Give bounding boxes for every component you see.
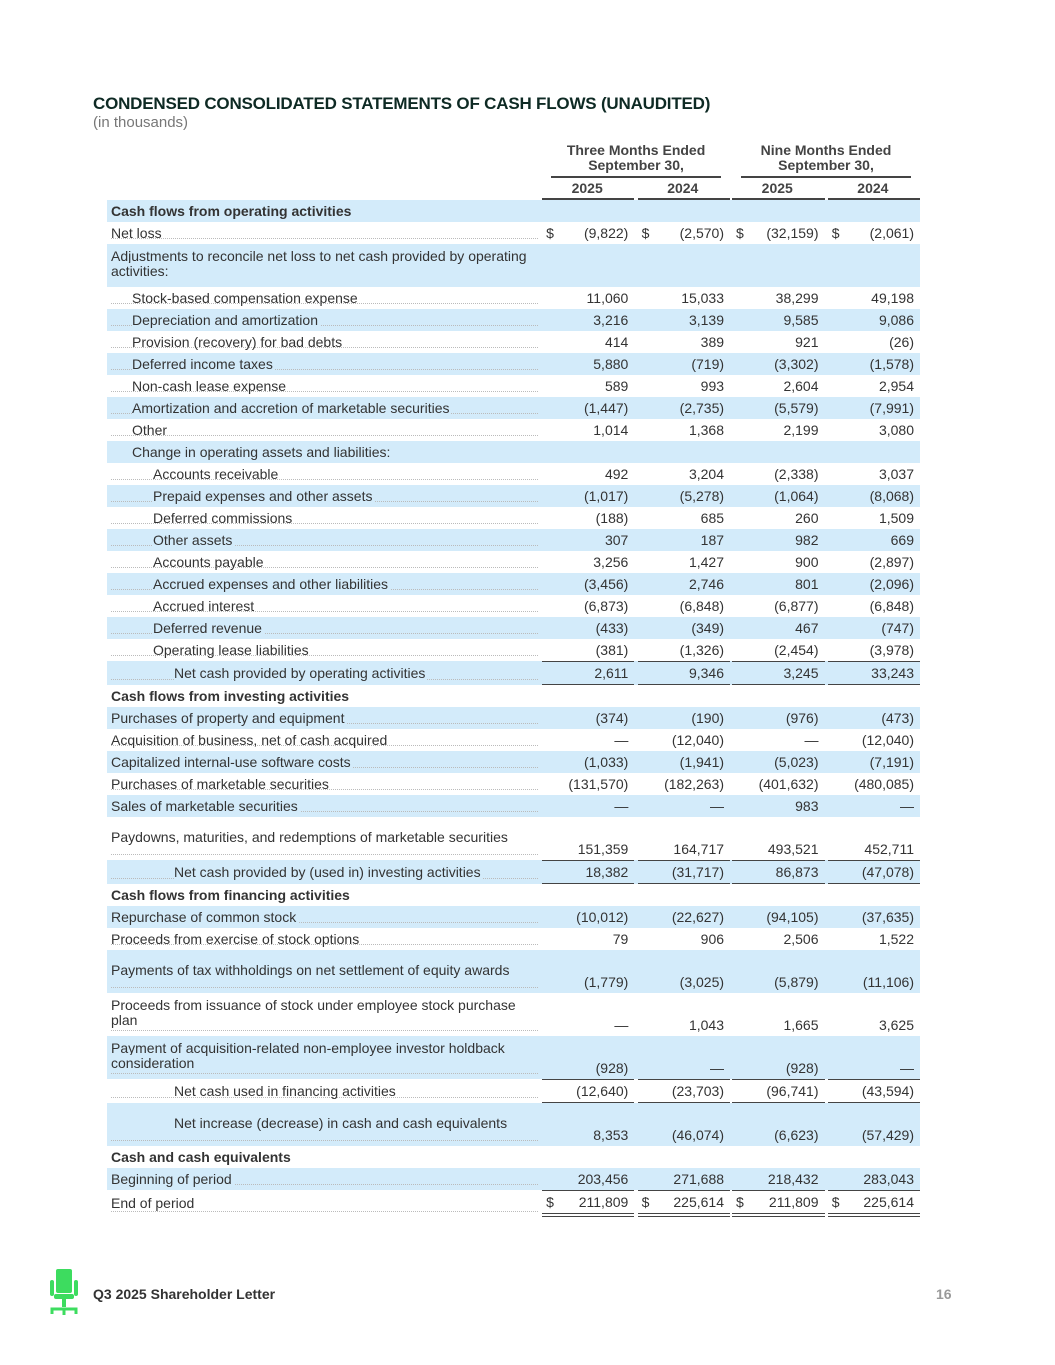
value-cell: 2,604 xyxy=(783,377,819,394)
value-cell: 307 xyxy=(542,529,634,551)
value-cell: (2,735) xyxy=(638,397,730,419)
value-cell: (928) xyxy=(542,1036,634,1079)
table-row xyxy=(107,817,920,860)
row-label: Accounts payable xyxy=(153,553,264,570)
row-label: Sales of marketable securities xyxy=(111,797,298,814)
value-cell: 218,432 xyxy=(732,1168,825,1190)
table-row xyxy=(107,375,920,397)
value-cell: 3,037 xyxy=(878,465,914,482)
value-cell: 86,873 xyxy=(732,860,825,884)
row-label: Net increase (decrease) in cash and cash equivalents xyxy=(174,1114,508,1131)
table-row xyxy=(107,729,920,751)
value-cell: (47,078) xyxy=(828,860,920,884)
row-label: Proceeds from issuance of stock under employee stock purchase plan xyxy=(111,997,516,1028)
value-cell: 3,245 xyxy=(732,661,825,685)
table-row xyxy=(107,573,920,595)
value-cell xyxy=(828,685,920,707)
row-label: Provision (recovery) for bad debts xyxy=(132,333,343,350)
value-cell: 2,506 xyxy=(783,930,819,947)
value-cell: 1,043 xyxy=(688,1017,725,1033)
value-cell: (747) xyxy=(828,617,920,639)
header-nine-months: Nine Months Ended September 30, xyxy=(732,143,920,178)
value-cell: (1,578) xyxy=(828,353,920,375)
row-label: Paydowns, maturities, and redemptions of marketable securities xyxy=(111,828,508,845)
value-cell: 1,665 xyxy=(783,1017,819,1033)
value-cell: (3,302) xyxy=(732,353,825,375)
row-label: Depreciation and amortization xyxy=(132,311,318,328)
value-cell: 3,139 xyxy=(638,309,730,331)
value-cell: — xyxy=(614,1017,629,1033)
value-cell: 1,427 xyxy=(688,553,725,570)
value-cell: 2,199 xyxy=(783,421,819,438)
cash-flow-table xyxy=(107,143,920,1217)
footer-title: Q3 2025 Shareholder Letter xyxy=(93,1286,276,1302)
value-cell: (2,096) xyxy=(828,573,920,595)
row-label: Accrued expenses and other liabilities xyxy=(153,575,389,592)
value-cell: (12,640) xyxy=(542,1079,634,1103)
table-row xyxy=(107,353,920,375)
value-cell: (188) xyxy=(595,509,629,526)
value-cell: (182,263) xyxy=(664,775,725,792)
value-cell: 492 xyxy=(604,465,629,482)
value-cell: 1,368 xyxy=(688,421,725,438)
value-cell: (94,105) xyxy=(732,906,825,928)
table-row xyxy=(107,661,920,685)
value-cell: $ 225,614 xyxy=(828,1190,920,1217)
row-label: Net cash provided by operating activities xyxy=(174,664,426,681)
table-row xyxy=(107,795,920,817)
header-three-months: Three Months Ended September 30, xyxy=(542,143,730,178)
row-label: Beginning of period xyxy=(111,1170,232,1187)
value-cell xyxy=(638,884,730,906)
value-cell: 2,954 xyxy=(878,377,914,394)
table-row xyxy=(107,1190,920,1217)
value-cell: (7,191) xyxy=(828,751,920,773)
table-row xyxy=(107,1036,920,1079)
value-cell: 993 xyxy=(700,377,725,394)
value-cell: 203,456 xyxy=(542,1168,634,1190)
table-row xyxy=(107,751,920,773)
value-cell: — xyxy=(828,1036,920,1079)
value-cell: 1,509 xyxy=(878,509,914,526)
row-label: Deferred income taxes xyxy=(132,355,273,372)
value-cell: — xyxy=(638,795,730,817)
value-cell xyxy=(542,884,634,906)
table-row xyxy=(107,419,920,441)
row-label: Net loss xyxy=(111,224,162,241)
row-label: Acquisition of business, net of cash acquired xyxy=(111,731,388,748)
value-cell: (3,456) xyxy=(542,573,634,595)
value-cell: (37,635) xyxy=(828,906,920,928)
value-cell: (433) xyxy=(542,617,634,639)
value-cell xyxy=(542,685,634,707)
value-cell: 906 xyxy=(700,930,725,947)
value-cell: (381) xyxy=(595,641,629,658)
value-cell: (349) xyxy=(638,617,730,639)
value-cell: (96,741) xyxy=(732,1079,825,1103)
row-label: Non-cash lease expense xyxy=(132,377,287,394)
value-cell xyxy=(542,200,634,222)
value-cell: (8,068) xyxy=(828,485,920,507)
table-row xyxy=(107,551,920,573)
value-cell: (5,579) xyxy=(732,397,825,419)
value-cell: — xyxy=(638,1036,730,1079)
value-cell: 389 xyxy=(700,333,725,350)
table-row xyxy=(107,773,920,795)
value-cell: 3,216 xyxy=(542,309,634,331)
value-cell: (374) xyxy=(542,707,634,729)
value-cell: (26) xyxy=(889,333,914,350)
value-cell: (131,570) xyxy=(568,775,629,792)
value-cell: 283,043 xyxy=(828,1168,920,1190)
table-row xyxy=(107,1103,920,1146)
value-cell xyxy=(732,200,825,222)
value-cell xyxy=(828,441,920,463)
table-row xyxy=(107,617,920,639)
row-label: Operating lease liabilities xyxy=(153,641,309,658)
value-cell: 2,611 xyxy=(542,661,634,685)
value-cell: (1,941) xyxy=(638,751,730,773)
value-cell xyxy=(828,884,920,906)
value-cell: 685 xyxy=(700,509,725,526)
table-row xyxy=(107,1079,920,1103)
row-label: Net cash provided by (used in) investing activities xyxy=(174,863,481,880)
value-cell: (46,074) xyxy=(638,1103,730,1146)
value-cell: (401,632) xyxy=(758,775,819,792)
value-cell: 1,522 xyxy=(878,930,914,947)
table-row xyxy=(107,884,920,906)
value-cell: (5,879) xyxy=(732,950,825,993)
value-cell xyxy=(732,884,825,906)
value-cell: (6,623) xyxy=(732,1103,825,1146)
value-cell: $ 211,809 xyxy=(732,1190,825,1217)
value-cell xyxy=(828,200,920,222)
value-cell: 15,033 xyxy=(681,289,725,306)
value-cell: (3,025) xyxy=(638,950,730,993)
value-cell xyxy=(638,1146,730,1168)
value-cell: 921 xyxy=(795,333,819,350)
value-cell: 164,717 xyxy=(673,841,725,857)
row-label: Accrued interest xyxy=(153,597,255,614)
value-cell: (57,429) xyxy=(828,1103,920,1146)
table-row xyxy=(107,222,920,244)
year-header: 2024 xyxy=(828,178,920,200)
statement-title: CONDENSED CONSOLIDATED STATEMENTS OF CASH FLOWS (UNAUDITED) xyxy=(93,94,711,113)
row-label: Purchases of property and equipment xyxy=(111,709,345,726)
value-cell xyxy=(732,244,825,287)
value-cell: (1,064) xyxy=(732,485,825,507)
value-cell: 2,746 xyxy=(638,573,730,595)
value-cell: 38,299 xyxy=(775,289,819,306)
value-cell: $ 211,809 xyxy=(542,1190,634,1217)
chair-logo-icon xyxy=(48,1268,80,1318)
table-row xyxy=(107,485,920,507)
value-cell: (6,848) xyxy=(869,597,914,614)
value-cell: (928) xyxy=(732,1036,825,1079)
row-label: Accounts receivable xyxy=(153,465,279,482)
value-cell: (5,278) xyxy=(638,485,730,507)
value-cell xyxy=(828,1146,920,1168)
row-label: Repurchase of common stock xyxy=(111,908,297,925)
value-cell: (6,848) xyxy=(679,597,725,614)
row-label: Payment of acquisition-related non-employee investor holdback consideration xyxy=(111,1040,505,1071)
row-label: Net cash used in financing activities xyxy=(174,1082,396,1099)
value-cell: 18,382 xyxy=(542,860,634,884)
value-cell: (1,447) xyxy=(542,397,634,419)
value-cell: (5,023) xyxy=(732,751,825,773)
value-cell: (12,040) xyxy=(861,731,914,748)
value-cell: (473) xyxy=(828,707,920,729)
value-cell: 589 xyxy=(604,377,629,394)
year-header: 2024 xyxy=(638,178,730,200)
table-row xyxy=(107,463,920,485)
table-row xyxy=(107,529,920,551)
row-label: Capitalized internal-use software costs xyxy=(111,753,351,770)
year-header: 2025 xyxy=(732,178,825,200)
value-cell: (22,627) xyxy=(638,906,730,928)
value-cell: — xyxy=(542,795,634,817)
table-row xyxy=(107,860,920,884)
table-row xyxy=(107,287,920,309)
value-cell: (6,873) xyxy=(583,597,629,614)
statement-subtitle: (in thousands) xyxy=(93,114,189,131)
value-cell: 49,198 xyxy=(871,289,914,306)
value-cell xyxy=(638,685,730,707)
row-label: Proceeds from exercise of stock options xyxy=(111,930,360,947)
value-cell: 8,353 xyxy=(542,1103,634,1146)
year-header: 2025 xyxy=(542,178,634,200)
value-cell: (10,012) xyxy=(542,906,634,928)
table-row xyxy=(107,595,920,617)
table-row xyxy=(107,906,920,928)
row-label: Purchases of marketable securities xyxy=(111,775,329,792)
value-cell: 3,204 xyxy=(688,465,725,482)
table-row xyxy=(107,685,920,707)
value-cell xyxy=(638,200,730,222)
value-cell: (719) xyxy=(638,353,730,375)
value-cell xyxy=(638,441,730,463)
value-cell: (3,978) xyxy=(869,641,914,658)
value-cell: (1,779) xyxy=(542,950,634,993)
value-cell: $ (2,570) xyxy=(641,224,725,241)
table-row xyxy=(107,397,920,419)
value-cell: 900 xyxy=(795,553,819,570)
table-row xyxy=(107,707,920,729)
value-cell: 801 xyxy=(732,573,825,595)
value-cell: (6,877) xyxy=(774,597,819,614)
value-cell: (976) xyxy=(732,707,825,729)
value-cell: 3,625 xyxy=(878,1017,914,1033)
value-cell: (1,017) xyxy=(542,485,634,507)
value-cell: (480,085) xyxy=(854,775,914,792)
value-cell: (190) xyxy=(638,707,730,729)
value-cell xyxy=(732,685,825,707)
value-cell xyxy=(638,244,730,287)
row-label: Other xyxy=(132,421,168,438)
value-cell: 9,086 xyxy=(828,309,920,331)
value-cell: (2,338) xyxy=(774,465,819,482)
row-label: Adjustments to reconcile net loss to net cash provided by operating activities: xyxy=(111,248,527,279)
row-label: Cash flows from financing activities xyxy=(111,886,350,903)
value-cell: (1,033) xyxy=(542,751,634,773)
table-row xyxy=(107,244,920,287)
value-cell: 9,346 xyxy=(638,661,730,685)
value-cell: (11,106) xyxy=(828,950,920,993)
value-cell: (2,454) xyxy=(774,641,819,658)
value-cell: $ (32,159) xyxy=(736,224,819,241)
page-number: 16 xyxy=(936,1286,952,1302)
table-row xyxy=(107,928,920,950)
value-cell: $ 225,614 xyxy=(638,1190,730,1217)
table-row xyxy=(107,507,920,529)
value-cell: — xyxy=(614,731,629,748)
table-row xyxy=(107,441,920,463)
value-cell: 271,688 xyxy=(638,1168,730,1190)
row-label: Deferred commissions xyxy=(153,509,293,526)
value-cell: 5,880 xyxy=(542,353,634,375)
table-row xyxy=(107,1168,920,1190)
row-label: Deferred revenue xyxy=(153,619,262,636)
value-cell: 11,060 xyxy=(586,289,629,306)
value-cell: (12,040) xyxy=(671,731,725,748)
value-cell: 3,080 xyxy=(878,421,914,438)
table-row xyxy=(107,1146,920,1168)
value-cell: 260 xyxy=(795,509,819,526)
table-row xyxy=(107,200,920,222)
value-cell: (23,703) xyxy=(638,1079,730,1103)
value-cell: (43,594) xyxy=(828,1079,920,1103)
value-cell xyxy=(732,1146,825,1168)
value-cell: 79 xyxy=(612,930,629,947)
value-cell: 982 xyxy=(732,529,825,551)
row-label: Cash flows from investing activities xyxy=(111,687,350,704)
value-cell xyxy=(542,244,634,287)
row-label: Prepaid expenses and other assets xyxy=(153,487,373,504)
row-label: Other assets xyxy=(153,531,233,548)
value-cell: 9,585 xyxy=(732,309,825,331)
value-cell: — xyxy=(828,795,920,817)
value-cell: 452,711 xyxy=(864,841,914,857)
value-cell xyxy=(828,244,920,287)
value-cell: 187 xyxy=(638,529,730,551)
value-cell: 983 xyxy=(732,795,825,817)
value-cell: 669 xyxy=(828,529,920,551)
table-row xyxy=(107,993,920,1036)
value-cell xyxy=(542,441,634,463)
table-row xyxy=(107,331,920,353)
value-cell: 3,256 xyxy=(593,553,629,570)
value-cell: 33,243 xyxy=(828,661,920,685)
value-cell: (7,991) xyxy=(828,397,920,419)
value-cell: (1,326) xyxy=(679,641,725,658)
table-row xyxy=(107,309,920,331)
value-cell: $ (2,061) xyxy=(831,224,914,241)
value-cell: 414 xyxy=(604,333,629,350)
value-cell: (2,897) xyxy=(869,553,914,570)
value-cell: 151,359 xyxy=(577,841,629,857)
value-cell: 1,014 xyxy=(593,421,629,438)
row-label: Amortization and accretion of marketable securities xyxy=(132,399,450,416)
table-row xyxy=(107,950,920,993)
value-cell xyxy=(542,1146,634,1168)
row-label: Cash flows from operating activities xyxy=(111,202,352,219)
value-cell xyxy=(732,441,825,463)
row-label: Cash and cash equivalents xyxy=(111,1148,291,1165)
value-cell: 467 xyxy=(732,617,825,639)
value-cell: $ (9,822) xyxy=(546,224,629,241)
row-label: End of period xyxy=(111,1195,195,1211)
row-label: Change in operating assets and liabilities: xyxy=(132,443,391,460)
row-label: Stock-based compensation expense xyxy=(132,289,358,306)
value-cell: — xyxy=(804,731,819,748)
value-cell: (31,717) xyxy=(638,860,730,884)
value-cell: 493,521 xyxy=(767,841,819,857)
table-row xyxy=(107,639,920,661)
row-label: Payments of tax withholdings on net settlement of equity awards xyxy=(111,961,510,978)
